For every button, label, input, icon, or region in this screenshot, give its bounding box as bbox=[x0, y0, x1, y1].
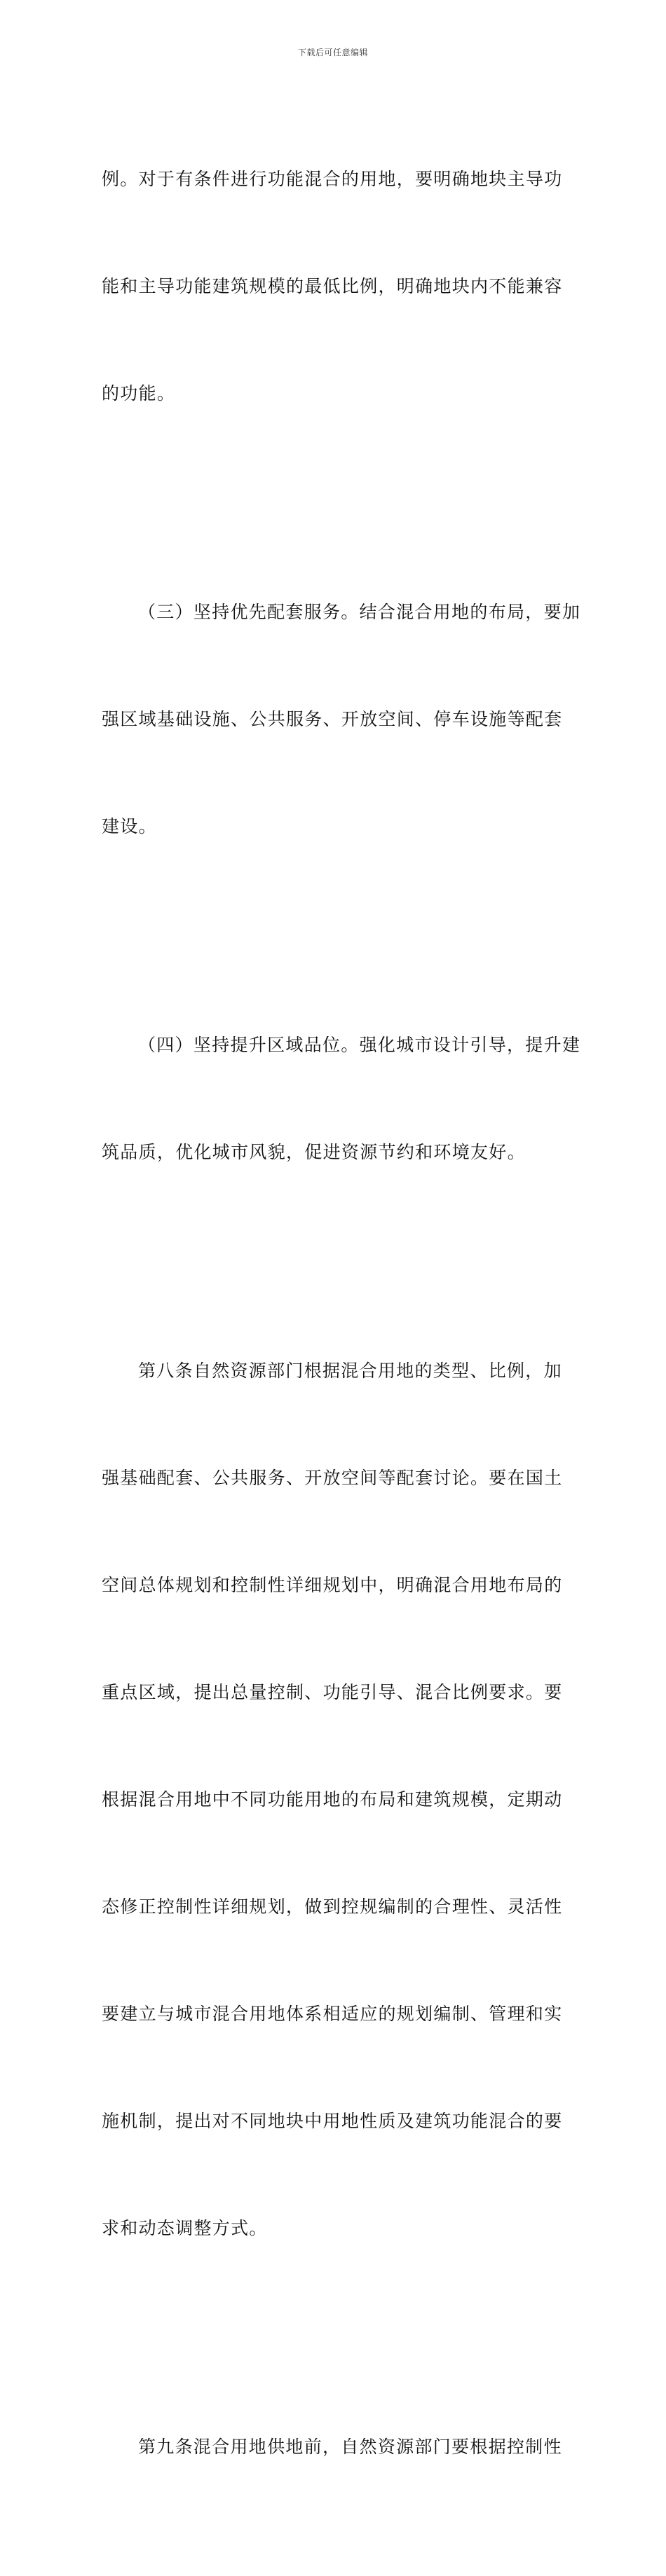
paragraph-2 bbox=[102, 523, 581, 916]
paragraph-line: 建设。 bbox=[102, 816, 157, 836]
paragraph-line: 求和动态调整方式。 bbox=[102, 2218, 268, 2238]
paragraph-line: 态修正控制性详细规划，做到控规编制的合理性、灵活性 bbox=[102, 1896, 563, 1917]
paragraph-line: 根据混合用地中不同功能用地的布局和建筑规模，定期动 bbox=[102, 1789, 563, 1810]
paragraph-line: 筑品质，优化城市风貌，促进资源节约和环境友好。 bbox=[102, 1142, 526, 1162]
paragraph-3 bbox=[102, 956, 581, 1241]
paragraph-line: （四）坚持提升区域品位。强化城市设计引导，提升建 bbox=[138, 1035, 581, 1055]
paragraph-line: 重点区域，提出总量控制、功能引导、混合比例要求。要 bbox=[102, 1682, 563, 1702]
paragraph-line: 空间总体规划和控制性详细规划中，明确混合用地布局的 bbox=[102, 1575, 563, 1595]
paragraph-line: 的功能。 bbox=[102, 383, 176, 404]
paragraph-line: 要建立与城市混合用地体系相适应的规划编制、管理和实 bbox=[102, 2004, 563, 2024]
page-header: 下载后可任意编辑 bbox=[297, 48, 368, 57]
document-body bbox=[102, 90, 581, 2576]
paragraph-line: 第九条混合用地供地前，自然资源部门要根据控制性 bbox=[138, 2437, 562, 2457]
paragraph-line: 施机制，提出对不同地块中用地性质及建筑功能混合的要 bbox=[102, 2111, 563, 2131]
paragraph-4 bbox=[102, 1281, 566, 2317]
paragraph-line: 例。对于有条件进行功能混合的用地，要明确地块主导功 bbox=[102, 169, 563, 189]
paragraph-line: 强区域基础设施、公共服务、开放空间、停车设施等配套 bbox=[102, 709, 563, 729]
paragraph-1 bbox=[102, 90, 566, 483]
paragraph-line: 第八条自然资源部门根据混合用地的类型、比例，加 bbox=[138, 1361, 562, 1381]
paragraph-line: 能和主导功能建筑规模的最低比例，明确地块内不能兼容 bbox=[102, 276, 563, 296]
paragraph-line: 强基础配套、公共服务、开放空间等配套讨论。要在国土 bbox=[102, 1468, 563, 1488]
paragraph-line: （三）坚持优先配套服务。结合混合用地的布局，要加 bbox=[138, 602, 581, 622]
paragraph-5 bbox=[102, 2357, 566, 2536]
